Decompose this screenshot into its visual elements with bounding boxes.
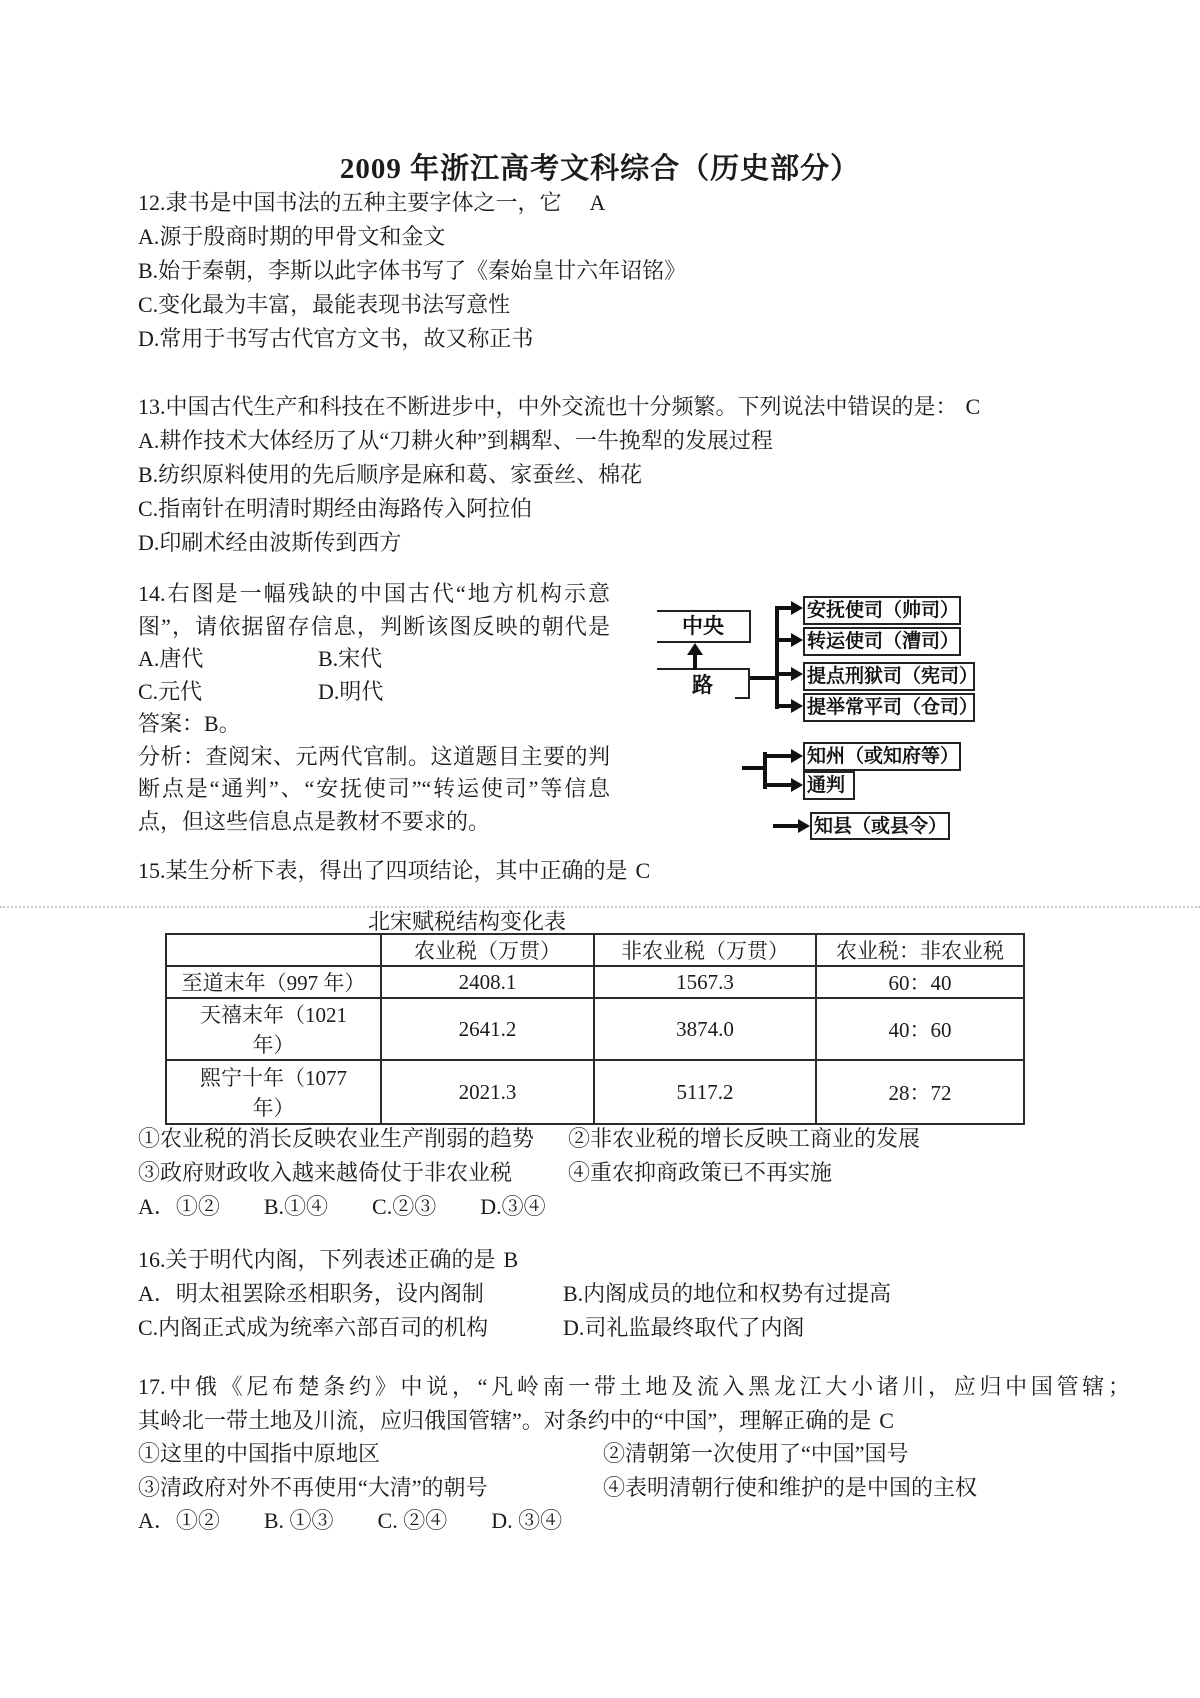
q15-stem	[138, 854, 650, 888]
diagram-box-tiju: 提举常平司（仓司）	[803, 693, 975, 722]
row-period-line2: 年）	[252, 1033, 295, 1057]
diagram-box-zhixian: 知县（或县令）	[810, 812, 950, 840]
q12-stem-text: 12.隶书是中国书法的五种主要字体之一，它	[138, 190, 562, 215]
diagram-box-tidian: 提点刑狱司（宪司）	[803, 662, 975, 691]
row-nonagri-value: 5117.2	[594, 1060, 816, 1124]
branch-line-4	[779, 704, 791, 708]
q12-option-a: A.源于殷商时期的甲骨文和金文	[138, 224, 446, 249]
q14-option-a: A.唐代	[138, 646, 204, 671]
q17-answer: C	[879, 1407, 894, 1433]
row-nonagri-value: 3874.0	[594, 998, 816, 1060]
q14-option-b: B.宋代	[318, 646, 383, 671]
q15-conclusions-row2	[138, 1156, 920, 1190]
row-agri-value: 2641.2	[381, 998, 594, 1060]
up-arrow-line	[693, 654, 697, 670]
q12-stem	[138, 186, 686, 220]
table-row	[166, 998, 1024, 1060]
page-title: 2009 年浙江高考文科综合（历史部分）	[339, 153, 861, 185]
page-divider-dotted-line	[0, 906, 1200, 908]
q12-option-d: D.常用于书写古代官方文书，故又称正书	[138, 326, 534, 351]
q15-table-title: 北宋赋税结构变化表	[368, 909, 567, 934]
q12-answer: A	[589, 190, 606, 215]
q12-option-c: C.变化最为丰富，最能表现书法写意性	[138, 292, 511, 317]
q16-options-cd	[138, 1311, 891, 1345]
row-ratio-value: 40：60	[816, 998, 1024, 1060]
q14-analysis-line1: 分析：查阅宋、元两代官制。这道题目主要的判	[138, 743, 610, 769]
diagram-box-tongpan: 通判	[803, 771, 855, 800]
q17-option-2: ②清朝第一次使用了“中国”国号	[603, 1441, 909, 1466]
q15-conclusion-3: ③政府财政收入越来越倚仗于非农业税	[138, 1160, 513, 1185]
q16-option-a: A．明太祖罢除丞相职务，设内阁制	[138, 1281, 484, 1306]
q17-options-row1	[138, 1437, 1130, 1471]
right-arrow-icon-6	[791, 778, 803, 792]
table-row	[166, 1060, 1024, 1124]
table-header-nonagri: 非农业税（万贯）	[594, 934, 816, 966]
q14-stem-line1: 14.右图是一幅残缺的中国古代“地方机构示意	[138, 581, 610, 606]
q15-conclusion-2: ②非农业税的增长反映工商业的发展	[568, 1126, 921, 1151]
q17-option-3: ③清政府对外不再使用“大清”的朝号	[138, 1474, 488, 1500]
trunk-line-1	[775, 606, 779, 709]
question-14	[138, 578, 610, 838]
q14-analysis-line2: 断点是“通判”、“安抚使司”“转运使司”等信息	[138, 776, 610, 801]
q16-stem-text: 16.关于明代内阁，下列表述正确的是	[138, 1247, 496, 1272]
branch-line-3	[779, 672, 791, 676]
q16-option-b: B.内阁成员的地位和权势有过提高	[563, 1281, 892, 1306]
connector-line	[750, 676, 777, 680]
up-arrow-icon	[687, 643, 703, 655]
q12-option-b: B.始于秦朝，李斯以此字体书写了《秦始皇廿六年诏铭》	[138, 258, 687, 283]
question-16	[138, 1243, 891, 1345]
right-arrow-icon-1	[791, 601, 803, 615]
diagram-box-anfu: 安抚使司（帅司）	[803, 596, 961, 625]
right-arrow-icon-2	[791, 633, 803, 647]
q17-option-1: ①这里的中国指中原地区	[138, 1441, 381, 1466]
q15-conclusion-4: ④重农抑商政策已不再实施	[568, 1160, 833, 1185]
q13-stem-text: 13.中国古代生产和科技在不断进步中，中外交流也十分频繁。下列说法中错误的是：	[138, 394, 958, 419]
table-header-ratio: 农业税：非农业税	[816, 934, 1024, 966]
row-nonagri-value: 1567.3	[594, 966, 816, 998]
q16-option-c: C.内阁正式成为统率六部百司的机构	[138, 1315, 489, 1340]
question-17	[138, 1370, 1130, 1538]
row-period-line1: 至道末年（997 年）	[181, 971, 366, 995]
table-header-agri: 农业税（万贯）	[381, 934, 594, 966]
right-arrow-icon-3	[791, 667, 803, 681]
right-arrow-icon-7	[798, 819, 810, 833]
q17-stem-line1: 17.中俄《尼布楚条约》中说，“凡岭南一带土地及流入黑龙江大小诸川，应归中国管辖；	[138, 1374, 1130, 1399]
branch-line-6	[767, 783, 791, 787]
diagram-box-lu-fragment	[735, 697, 750, 699]
q17-stem-line2	[138, 1404, 1130, 1438]
q14-stem-line2: 图”，请依据留存信息，判断该图反映的朝代是	[138, 613, 610, 639]
question-15-stem	[138, 854, 650, 888]
q17-stem-text: 其岭北一带土地及川流，应归俄国管辖”。对条约中的“中国”，理解正确的是	[138, 1407, 872, 1433]
q13-option-c: C.指南针在明清时期经由海路传入阿拉伯	[138, 496, 533, 521]
branch-line-1	[779, 606, 791, 610]
diagram-box-zhuanyun: 转运使司（漕司）	[803, 627, 961, 656]
q14-options-cd	[138, 676, 610, 709]
row-agri-value: 2408.1	[381, 966, 594, 998]
q16-option-d: D.司礼监最终取代了内阁	[563, 1315, 805, 1340]
diagram-box-lu: 路	[657, 668, 750, 699]
question-15-conclusions	[138, 1122, 920, 1224]
stub-line-2	[742, 766, 763, 770]
q14-option-c: C.元代	[138, 678, 203, 704]
q14-answer-line: 答案：B。	[138, 711, 241, 736]
q14-analysis-line3: 点，但这些信息点是教材不要求的。	[138, 808, 491, 834]
q15-conclusions-row1	[138, 1122, 920, 1156]
diagram-box-central: 中央	[657, 610, 751, 643]
q15-conclusion-1: ①农业税的消长反映农业生产削弱的趋势	[138, 1126, 535, 1151]
q17-options-row2	[138, 1471, 1130, 1505]
q14-diagram	[600, 540, 1040, 870]
q17-choices: A．①② B. ①③ C. ②④ D. ③④	[138, 1508, 563, 1533]
q16-stem	[138, 1243, 891, 1277]
row-ratio-value: 60：40	[816, 966, 1024, 998]
q15-choices: A．①② B.①④ C.②③ D.③④	[138, 1194, 546, 1219]
q13-option-b: B.纺织原料使用的先后顺序是麻和葛、家蚕丝、棉花	[138, 462, 643, 487]
q16-options-ab	[138, 1277, 891, 1311]
table-row	[166, 966, 1024, 998]
branch-line-5	[767, 754, 791, 758]
right-arrow-icon-5	[791, 749, 803, 763]
question-13	[138, 390, 980, 560]
right-arrow-icon-4	[791, 699, 803, 713]
row-period-line1: 熙宁十年（1077	[200, 1066, 347, 1090]
q13-option-d: D.印刷术经由波斯传到西方	[138, 530, 402, 555]
row-period-line1: 天禧末年（1021	[200, 1003, 347, 1027]
q13-option-a: A.耕作技术大体经历了从“刀耕火种”到耦犁、一牛挽犁的发展过程	[138, 428, 773, 453]
row-agri-value: 2021.3	[381, 1060, 594, 1124]
row-period	[166, 1060, 381, 1124]
q14-options-ab	[138, 643, 610, 676]
question-12	[138, 186, 686, 356]
row-ratio-value: 28：72	[816, 1060, 1024, 1124]
row-period-line2: 年）	[252, 1096, 295, 1120]
q13-answer: C	[965, 394, 981, 419]
table-header-row	[166, 934, 1024, 966]
q17-option-4: ④表明清朝行使和维护的是中国的主权	[603, 1474, 978, 1500]
q15-answer: C	[635, 858, 651, 883]
q15-table	[165, 933, 1025, 1125]
row-period	[166, 998, 381, 1060]
row-period	[166, 966, 381, 998]
table-header-empty	[166, 934, 381, 966]
q13-stem	[138, 390, 980, 424]
q16-answer: B	[503, 1247, 519, 1272]
branch-line-2	[779, 638, 791, 642]
q15-stem-text: 15.某生分析下表，得出了四项结论，其中正确的是	[138, 858, 628, 883]
branch-line-7	[773, 824, 798, 828]
q14-option-d: D.明代	[318, 678, 384, 704]
diagram-box-zhizhou: 知州（或知府等）	[803, 742, 961, 771]
